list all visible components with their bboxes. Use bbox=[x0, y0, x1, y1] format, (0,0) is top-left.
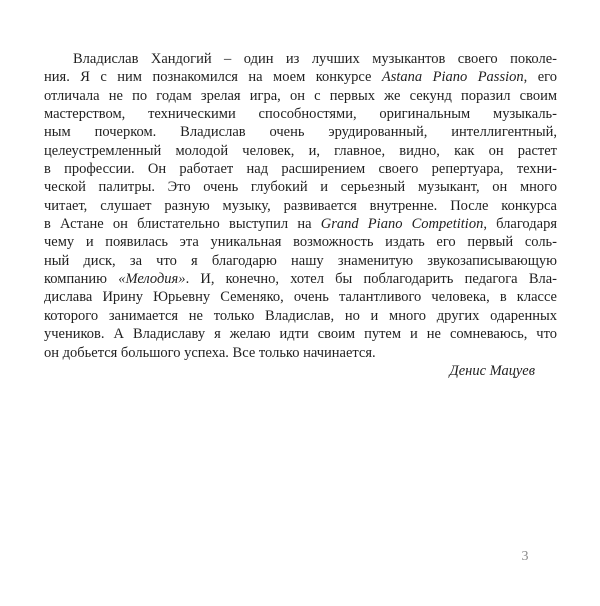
signature: Денис Мацуев bbox=[449, 362, 535, 379]
text-line bbox=[44, 142, 557, 160]
text-segment: ным почерком. Владислав очень эрудированный, интеллигентный, bbox=[44, 124, 557, 141]
text-line bbox=[44, 87, 557, 105]
page-number: 3 bbox=[521, 549, 529, 564]
text-line bbox=[44, 252, 557, 270]
italic-text-segment: Grand Piano Competition bbox=[320, 216, 484, 233]
text-segment: дислава Ирину Юрьевну Семеняко, очень талантливого человека, в классе bbox=[44, 289, 557, 306]
text-line bbox=[44, 105, 557, 123]
text-line bbox=[44, 344, 557, 362]
text-segment: целеустремленный молодой человек, и, главное, видно, как он растет bbox=[44, 142, 557, 159]
text-segment: компанию bbox=[44, 271, 119, 288]
text-line bbox=[44, 215, 557, 233]
text-segment: , его bbox=[523, 69, 557, 86]
text-line bbox=[44, 270, 557, 288]
text-line bbox=[44, 288, 557, 306]
text-line bbox=[44, 325, 557, 343]
text-segment: в профессии. Он работает над расширением своего репертуара, техни- bbox=[44, 161, 557, 178]
text-segment: которого занимается не только Владислав, но и много других одаренных bbox=[44, 307, 557, 324]
text-line bbox=[44, 68, 557, 86]
text-line bbox=[44, 307, 557, 325]
text-segment: чему и появилась эта уникальная возможность издать его первый соль- bbox=[44, 234, 557, 251]
text-segment: Владислав Хандогий – один из лучших музыкантов своего поколе- bbox=[73, 51, 557, 67]
text-segment: он добьется большого успеха. Все только начинается. bbox=[44, 344, 376, 361]
text-line bbox=[44, 233, 557, 251]
text-segment: ческой палитры. Это очень глубокий и серьезный музыкант, он много bbox=[44, 179, 557, 196]
text-segment: в Астане он блистательно выступил на bbox=[44, 216, 321, 233]
text-segment: учеников. А Владиславу я желаю идти своим путем и не сомневаюсь, что bbox=[44, 326, 557, 343]
paragraph-text bbox=[44, 50, 557, 362]
text-segment: , благодаря bbox=[483, 216, 558, 233]
text-segment: читает, слушает разную музыку, развивается внутренне. После конкурса bbox=[44, 197, 557, 214]
text-segment: ный диск, за что я благодарю нашу знаменитую звукозаписывающую bbox=[44, 252, 557, 269]
text-line bbox=[44, 160, 557, 178]
text-line bbox=[44, 50, 557, 68]
text-line bbox=[44, 197, 557, 215]
italic-text-segment: Astana Piano Passion bbox=[381, 69, 524, 86]
text-segment: мастерством, техническими способностями, оригинальным музыкаль- bbox=[44, 106, 557, 123]
text-line bbox=[44, 178, 557, 196]
text-segment: . И, конечно, хотел бы поблагодарить педагога Вла- bbox=[185, 271, 557, 288]
text-block bbox=[44, 50, 557, 380]
text-segment: отличала не по годам зрелая игра, он с первых же секунд поразил своим bbox=[44, 87, 557, 104]
italic-text-segment: «Мелодия» bbox=[118, 271, 186, 288]
text-segment: ния. Я с ним познакомился на моем конкурсе bbox=[44, 69, 382, 86]
text-line bbox=[44, 123, 557, 141]
